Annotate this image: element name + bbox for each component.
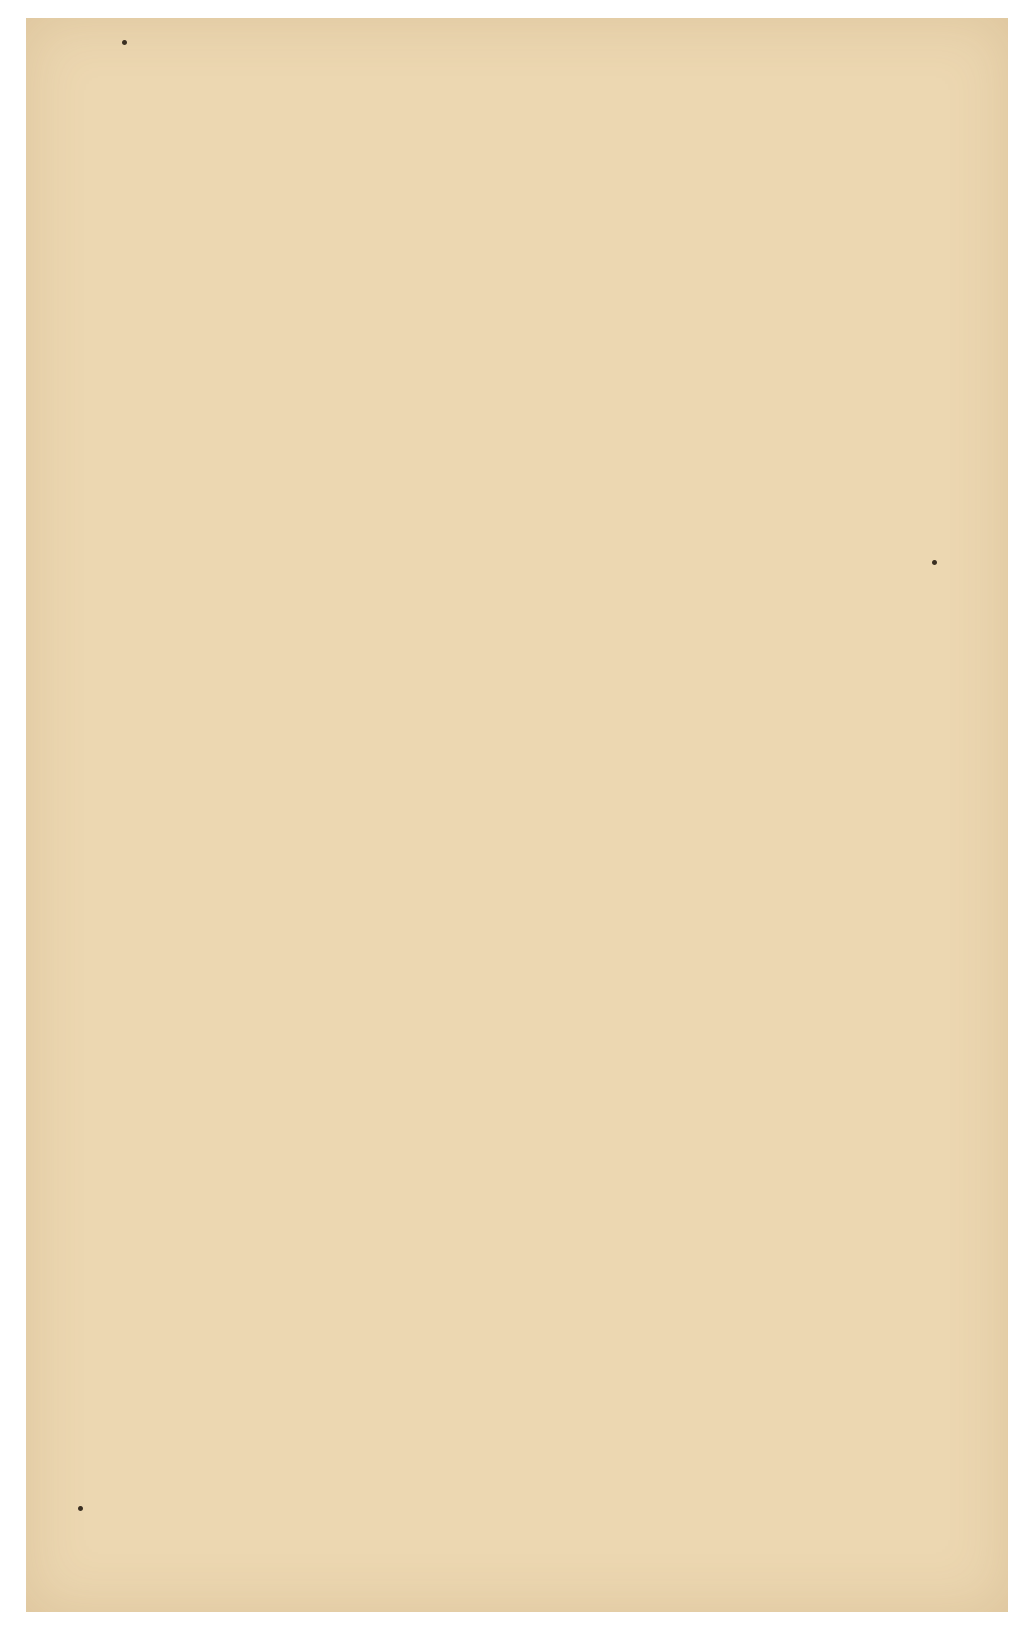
speck <box>932 560 937 565</box>
document-page <box>26 18 1008 1612</box>
speck <box>122 40 127 45</box>
speck <box>78 1506 83 1511</box>
